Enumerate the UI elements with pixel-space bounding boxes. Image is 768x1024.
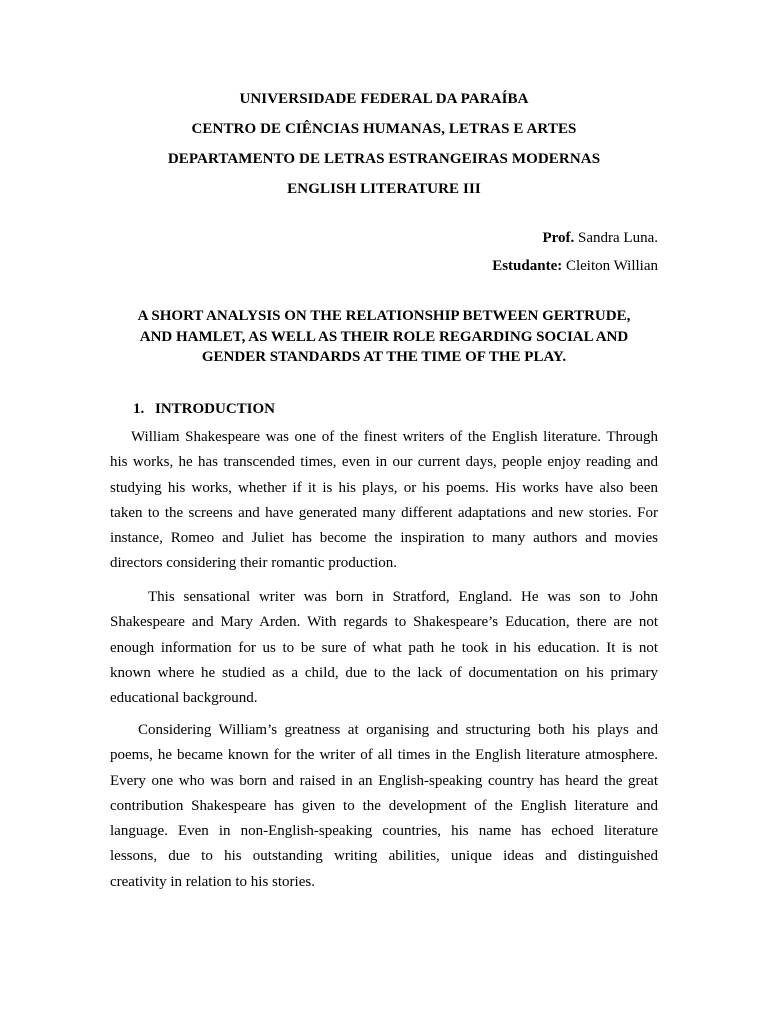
paragraph-line: creativity in relation to his stories. (110, 873, 315, 890)
paragraph-line: William Shakespeare was one of the finest writers of the English literature. Through (131, 429, 658, 445)
paragraph-line: his works, he has transcended times, even in our current days, people enjoy reading and (110, 454, 658, 471)
title-line: A SHORT ANALYSIS ON THE RELATIONSHIP BETWEEN GERTRUDE, (137, 308, 631, 324)
title-line: AND HAMLET, AS WELL AS THEIR ROLE REGARDING SOCIAL AND (139, 328, 629, 345)
paragraph-line: studying his works, whether if it is his plays, or his poems. His works have also been (110, 479, 658, 496)
paragraph-line: enough information for us to be sure of what path he took in his education. It is not (110, 639, 658, 656)
professor-name: Sandra Luna. (574, 230, 658, 246)
institution-header (0, 84, 768, 204)
student-label: Estudante: (492, 258, 563, 274)
paragraph-line: known where he studied as a child, due to the lack of documentation on his primary (110, 664, 658, 681)
university-name: UNIVERSIDADE FEDERAL DA PARAÍBA (239, 91, 529, 107)
paragraph (110, 718, 658, 895)
paragraph-line: instance, Romeo and Juliet has become the inspiration to many authors and movies (110, 530, 658, 547)
paragraph-line: lessons, due to his outstanding writing abilities, unique ideas and distinguished (110, 848, 658, 865)
author-credits (492, 224, 658, 280)
professor-line (492, 224, 658, 252)
paragraph-line: taken to the screens and have generated many different adaptations and new stories. For (110, 504, 658, 521)
paragraph-line: Shakespeare and Mary Arden. With regards to Shakespeare’s Education, there are not (110, 614, 658, 631)
paragraph-line: Every one who was born and raised in an English-speaking country has heard the great (110, 772, 658, 789)
paragraph-line: poems, he became known for the writer of all times in the English literature atmosphere. (110, 747, 658, 764)
student-line (492, 252, 658, 280)
paragraph-line: directors considering their romantic production. (110, 555, 397, 572)
paragraph-line: Considering William’s greatness at organising and structuring both his plays and (138, 722, 658, 738)
student-name: Cleiton Willian (562, 258, 658, 274)
section-title: INTRODUCTION (155, 401, 276, 417)
essay-title (110, 306, 658, 368)
paragraph-line: contribution Shakespeare has given to the development of the English literature and (110, 797, 658, 814)
professor-label: Prof. (542, 230, 575, 246)
course-name: ENGLISH LITERATURE III (287, 181, 481, 197)
section-heading (133, 398, 275, 420)
center-name: CENTRO DE CIÊNCIAS HUMANAS, LETRAS E ARTES (191, 121, 577, 137)
paragraph (110, 585, 658, 711)
paragraph-line: This sensational writer was born in Stratford, England. He was son to John (148, 589, 658, 605)
paragraph-line: educational background. (110, 690, 258, 707)
section-number: 1. (133, 401, 145, 417)
paragraph (110, 425, 658, 577)
title-line: GENDER STANDARDS AT THE TIME OF THE PLAY. (201, 349, 567, 365)
paragraph-line: language. Even in non-English-speaking countries, his name has echoed literature (110, 823, 658, 840)
department-name: DEPARTAMENTO DE LETRAS ESTRANGEIRAS MODERNAS (167, 151, 601, 167)
